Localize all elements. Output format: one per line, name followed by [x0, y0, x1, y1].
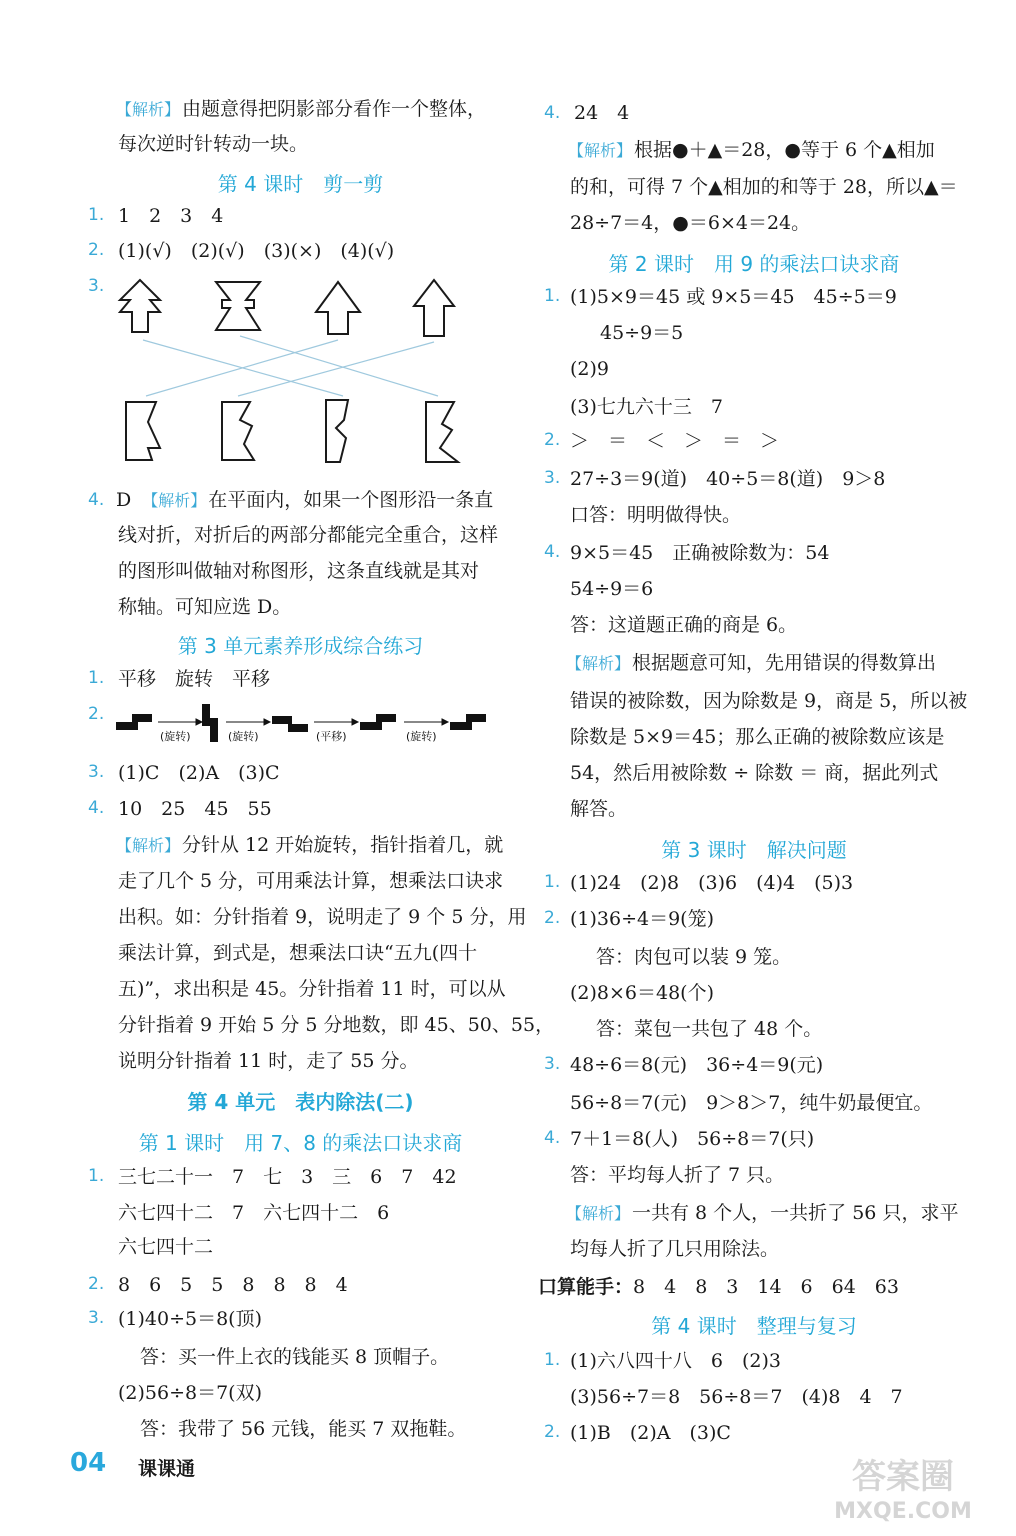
item-number: 3.: [88, 276, 105, 296]
watermark-text: 答案圈: [852, 1457, 954, 1497]
item-number: 4.: [544, 542, 561, 562]
step-shape-4: [360, 714, 396, 730]
step-shape-2: [202, 704, 218, 742]
answer-line: 8 6 5 5 8 8 8 4: [118, 1274, 348, 1296]
answer-line: (1)B (2)A (3)C: [570, 1422, 731, 1444]
arrow-icon: [442, 719, 448, 725]
notch-shape-bottom-1: [126, 402, 160, 460]
item-number: 1.: [88, 1166, 105, 1186]
notch-shape-bottom-2: [222, 402, 254, 460]
text-line: 除数是 5×9＝45；那么正确的被除数应该是: [570, 726, 945, 748]
section-heading: 第 1 课时 用 7、8 的乘法口诀求商: [138, 1131, 463, 1155]
item-number: 4.: [544, 1128, 561, 1148]
text-line: 线对折，对折后的两部分都能完全重合，这样: [118, 524, 499, 546]
section-heading: 第 4 课时 剪一剪: [217, 172, 384, 196]
notch-shape-bottom-4: [426, 402, 458, 462]
answer-line: 27÷3＝9(道) 40÷5＝8(道) 9＞8: [570, 468, 886, 490]
answer-line: 7＋1＝8(人) 56÷8＝7(只): [570, 1128, 815, 1150]
item-number: 2.: [88, 1274, 105, 1294]
answer-line: (2)8×6＝48(个): [570, 982, 715, 1004]
text-line: 分针指着 9 开始 5 分 5 分地数，即 45、50、55，: [118, 1014, 555, 1036]
text-line: 每次逆时针转动一块。: [118, 133, 309, 155]
answer-line: 六七四十二 7 六七四十二 6: [118, 1202, 390, 1224]
text-line: 【解析】 一共有 8 个人，一共折了 56 只，求平: [566, 1202, 959, 1224]
answer-line: 口答：明明做得快。: [570, 504, 742, 526]
item-number: 2.: [88, 240, 105, 260]
answer-line: 答：菜包一共包了 48 个。: [596, 1018, 823, 1040]
text-line: 称轴。可知应选 D。: [118, 596, 292, 618]
step-shape-1: [116, 714, 152, 730]
item-number: 1.: [88, 668, 105, 688]
page-number: 04: [70, 1448, 107, 1478]
text-line: 走了几个 5 分，可用乘法计算，想乘法口诀求: [118, 870, 504, 892]
tree-shape-top-1: [120, 280, 160, 332]
answer-line: (1)36÷4＝9(笼): [570, 908, 715, 930]
answer-line: (3)56÷7＝8 56÷8＝7 (4)8 4 7: [570, 1386, 903, 1408]
item-number: 1.: [544, 286, 561, 306]
item-number: 4.: [88, 490, 105, 510]
answer-line: 答：肉包可以装 9 笼。: [596, 946, 792, 968]
item-number: 3.: [544, 1054, 561, 1074]
rotate-label: (旋转): [160, 730, 191, 743]
hourglass-shape-top-2: [216, 282, 260, 330]
answer-line: (1)六八四十八 6 (2)3: [570, 1350, 782, 1372]
tall-arrow-shape-top-4: [414, 280, 454, 336]
watermark-url: MXQE.COM: [834, 1499, 972, 1524]
answer-line: ＞ ＝ ＜ ＞ ＝ ＞: [570, 430, 780, 452]
watermark-logo: [808, 1446, 998, 1526]
text-line: 的图形叫做轴对称图形，这条直线就是其对: [118, 560, 480, 582]
answer-line: 答：平均每人折了 7 只。: [570, 1164, 785, 1186]
answer-line: (1)5×9＝45 或 9×5＝45 45÷5＝9: [570, 286, 897, 308]
answer-line: (3)七九六十三 7: [570, 396, 724, 418]
item-number: 4.: [88, 798, 105, 818]
item-number: 3.: [88, 1308, 105, 1328]
text-line: 出积。如：分针指着 9，说明走了 9 个 5 分，用: [118, 906, 527, 928]
answer-line: (1)(√) (2)(√) (3)(×) (4)(√): [118, 240, 395, 262]
answer-line: (2)9: [570, 358, 610, 380]
text-line: 五)”，求出积是 45。分针指着 11 时，可以从: [118, 978, 506, 1000]
answer-line: D 【解析】 在平面内，如果一个图形沿一条直: [116, 489, 494, 511]
book-brand: 课课通: [138, 1458, 196, 1480]
item-number: 3.: [88, 762, 105, 782]
rotate-label: (旋转): [228, 730, 259, 743]
unit-heading: 第 4 单元 表内除法(二): [187, 1090, 414, 1114]
item-number: 2.: [544, 430, 561, 450]
answer-line: 答：我带了 56 元钱，能买 7 双拖鞋。: [140, 1418, 467, 1440]
translate-label: (平移): [316, 730, 347, 743]
item-number: 1.: [544, 872, 561, 892]
arrow-icon: [196, 719, 202, 725]
answer-line: 三七二十一 7 七 3 三 6 7 42: [118, 1166, 457, 1188]
analysis-tag: 【解析】: [116, 100, 181, 119]
answer-line: (1)40÷5＝8(顶): [118, 1308, 263, 1330]
text-line: 错误的被除数，因为除数是 9，商是 5，所以被: [570, 690, 968, 712]
answer-line: 9×5＝45 正确被除数为：54: [570, 542, 830, 564]
step-shape-5: [450, 714, 486, 730]
section-heading: 第 3 单元素养形成综合练习: [177, 634, 424, 658]
answer-line: (2)56÷8＝7(双): [118, 1382, 263, 1404]
answer-line: 答：这道题正确的商是 6。: [570, 614, 798, 636]
arrow-icon: [352, 719, 358, 725]
transform-sequence-figure: [116, 700, 496, 750]
answer-line: 24 4: [574, 102, 630, 124]
answer-line: 54÷9＝6: [570, 578, 654, 600]
text-line: 均每人折了几只用除法。: [570, 1238, 780, 1260]
section-heading: 第 2 课时 用 9 的乘法口诀求商: [608, 252, 900, 276]
answer-line: (1)24 (2)8 (3)6 (4)4 (5)3: [570, 872, 854, 894]
match-line: [238, 342, 434, 396]
item-number: 2.: [88, 704, 105, 724]
text-line: 【解析】 分针从 12 开始旋转，指针指着几，就: [116, 834, 504, 856]
section-heading: 第 4 课时 整理与复习: [651, 1314, 857, 1338]
item-number: 1.: [544, 1350, 561, 1370]
shape-matching-figure: [108, 272, 488, 482]
answer-line: 45÷9＝5: [600, 322, 684, 344]
oral-calc-line: 口算能手：8 4 8 3 14 6 64 63: [538, 1276, 899, 1298]
text-line: 54，然后用被除数 ÷ 除数 ＝ 商，据此列式: [570, 762, 939, 784]
arrow-shape-top-3: [316, 282, 360, 334]
item-number: 2.: [544, 1422, 561, 1442]
text-line: 【解析】 根据●＋▲＝28，●等于 6 个▲相加: [568, 139, 935, 161]
text-line: 说明分针指着 11 时，走了 55 分。: [118, 1050, 419, 1072]
answer-line: 答：买一件上衣的钱能买 8 顶帽子。: [140, 1346, 450, 1368]
rotate-label: (旋转): [406, 730, 437, 743]
answer-line: 10 25 45 55: [118, 798, 272, 820]
answer-line: 56÷8＝7(元) 9＞8＞7，纯牛奶最便宜。: [570, 1092, 933, 1114]
item-number: 4.: [544, 103, 561, 123]
item-number: 3.: [544, 468, 561, 488]
notch-shape-bottom-3: [326, 400, 348, 462]
text-line: 【解析】 根据题意可知，先用错误的得数算出: [566, 652, 937, 674]
oral-calc-label: 口算能手：: [538, 1276, 634, 1298]
text-line: 的和，可得 7 个▲相加的和等于 28，所以▲＝: [570, 176, 958, 198]
answer-line: 平移 旋转 平移: [118, 668, 271, 690]
section-heading: 第 3 课时 解决问题: [661, 838, 847, 862]
answer-line: 六七四十二: [118, 1236, 214, 1258]
arrow-icon: [264, 719, 270, 725]
step-shape-3: [272, 716, 308, 732]
item-number: 2.: [544, 908, 561, 928]
answer-line: 48÷6＝8(元) 36÷4＝9(元): [570, 1054, 824, 1076]
item-number: 1.: [88, 205, 105, 225]
text-line: 28÷7＝4，●＝6×4＝24。: [570, 212, 811, 234]
answer-line: 1 2 3 4: [118, 205, 224, 227]
text-line: 乘法计算，到式是，想乘法口诀“五九(四十: [118, 942, 478, 964]
answer-line: (1)C (2)A (3)C: [118, 762, 280, 784]
text-line: 【解析】 由题意得把阴影部分看作一个整体，: [116, 98, 487, 120]
text-line: 解答。: [570, 798, 628, 820]
